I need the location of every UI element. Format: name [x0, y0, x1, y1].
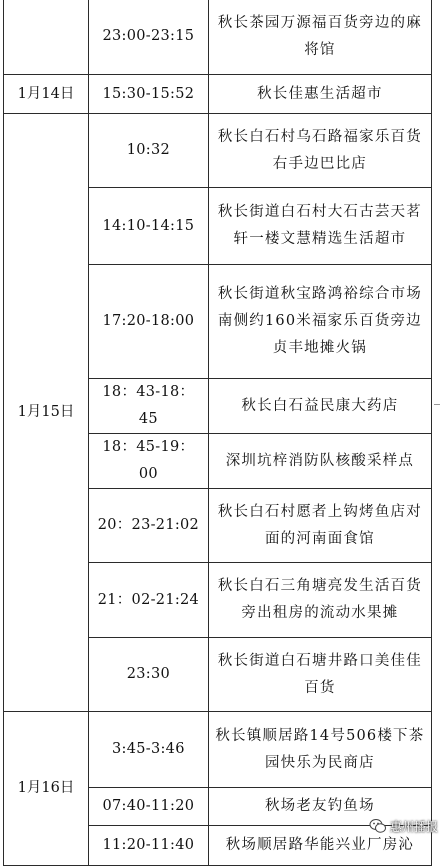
time-cell: 20：23-21:02	[88, 489, 208, 563]
location-cell: 秋场顺居路华能兴业厂房沁	[208, 826, 431, 866]
source-watermark	[369, 817, 438, 835]
date-cell: 1月14日	[4, 75, 89, 114]
wechat-logo-icon	[369, 817, 387, 835]
location-cell: 秋长白石村愿者上钩烤鱼店对面的河南面食馆	[208, 489, 431, 563]
time-cell: 18：45-19：00	[88, 434, 208, 489]
time-cell: 23:00-23:15	[88, 0, 208, 75]
table-row	[4, 0, 432, 75]
location-cell: 秋长街道白石村大石古芸天茗轩一楼文慧精选生活超市	[208, 188, 431, 265]
date-cell-previous	[4, 0, 89, 75]
location-cell: 秋长街道白石塘井路口美佳佳百货	[208, 638, 431, 712]
time-cell: 3:45-3:46	[88, 712, 208, 788]
time-cell: 07:40-11:20	[88, 788, 208, 826]
time-cell: 14:10-14:15	[88, 188, 208, 265]
location-cell: 秋长白石村乌石路福家乐百货右手边巴比店	[208, 114, 431, 188]
table-row	[4, 114, 432, 188]
time-cell: 18：43-18：45	[88, 379, 208, 434]
date-cell: 1月16日	[4, 712, 89, 866]
location-cell: 秋长白石益民康大药店	[208, 379, 431, 434]
location-cell: 秋场老友钓鱼场	[208, 788, 431, 826]
location-cell: 深圳坑梓消防队核酸采样点	[208, 434, 431, 489]
location-cell: 秋长白石三角塘亮发生活百货旁出租房的流动水果摊	[208, 563, 431, 638]
case-itinerary-table	[3, 0, 432, 866]
time-cell: 17:20-18:00	[88, 265, 208, 379]
time-cell: 21：02-21:24	[88, 563, 208, 638]
location-cell: 秋长镇顺居路14号506楼下茶园快乐为民商店	[208, 712, 431, 788]
table-row	[4, 75, 432, 114]
table-row	[4, 712, 432, 788]
time-cell: 10:32	[88, 114, 208, 188]
page-edge-mark	[434, 404, 440, 405]
date-cell: 1月15日	[4, 114, 89, 712]
location-cell: 秋长茶园万源福百货旁边的麻将馆	[208, 0, 431, 75]
time-cell: 11:20-11:40	[88, 826, 208, 866]
watermark-text: 惠州播报	[389, 819, 438, 834]
time-cell: 15:30-15:52	[88, 75, 208, 114]
time-cell: 23:30	[88, 638, 208, 712]
location-cell: 秋长佳惠生活超市	[208, 75, 431, 114]
location-cell: 秋长街道秋宝路鸿裕综合市场南侧约160米福家乐百货旁边贞丰地摊火锅	[208, 265, 431, 379]
